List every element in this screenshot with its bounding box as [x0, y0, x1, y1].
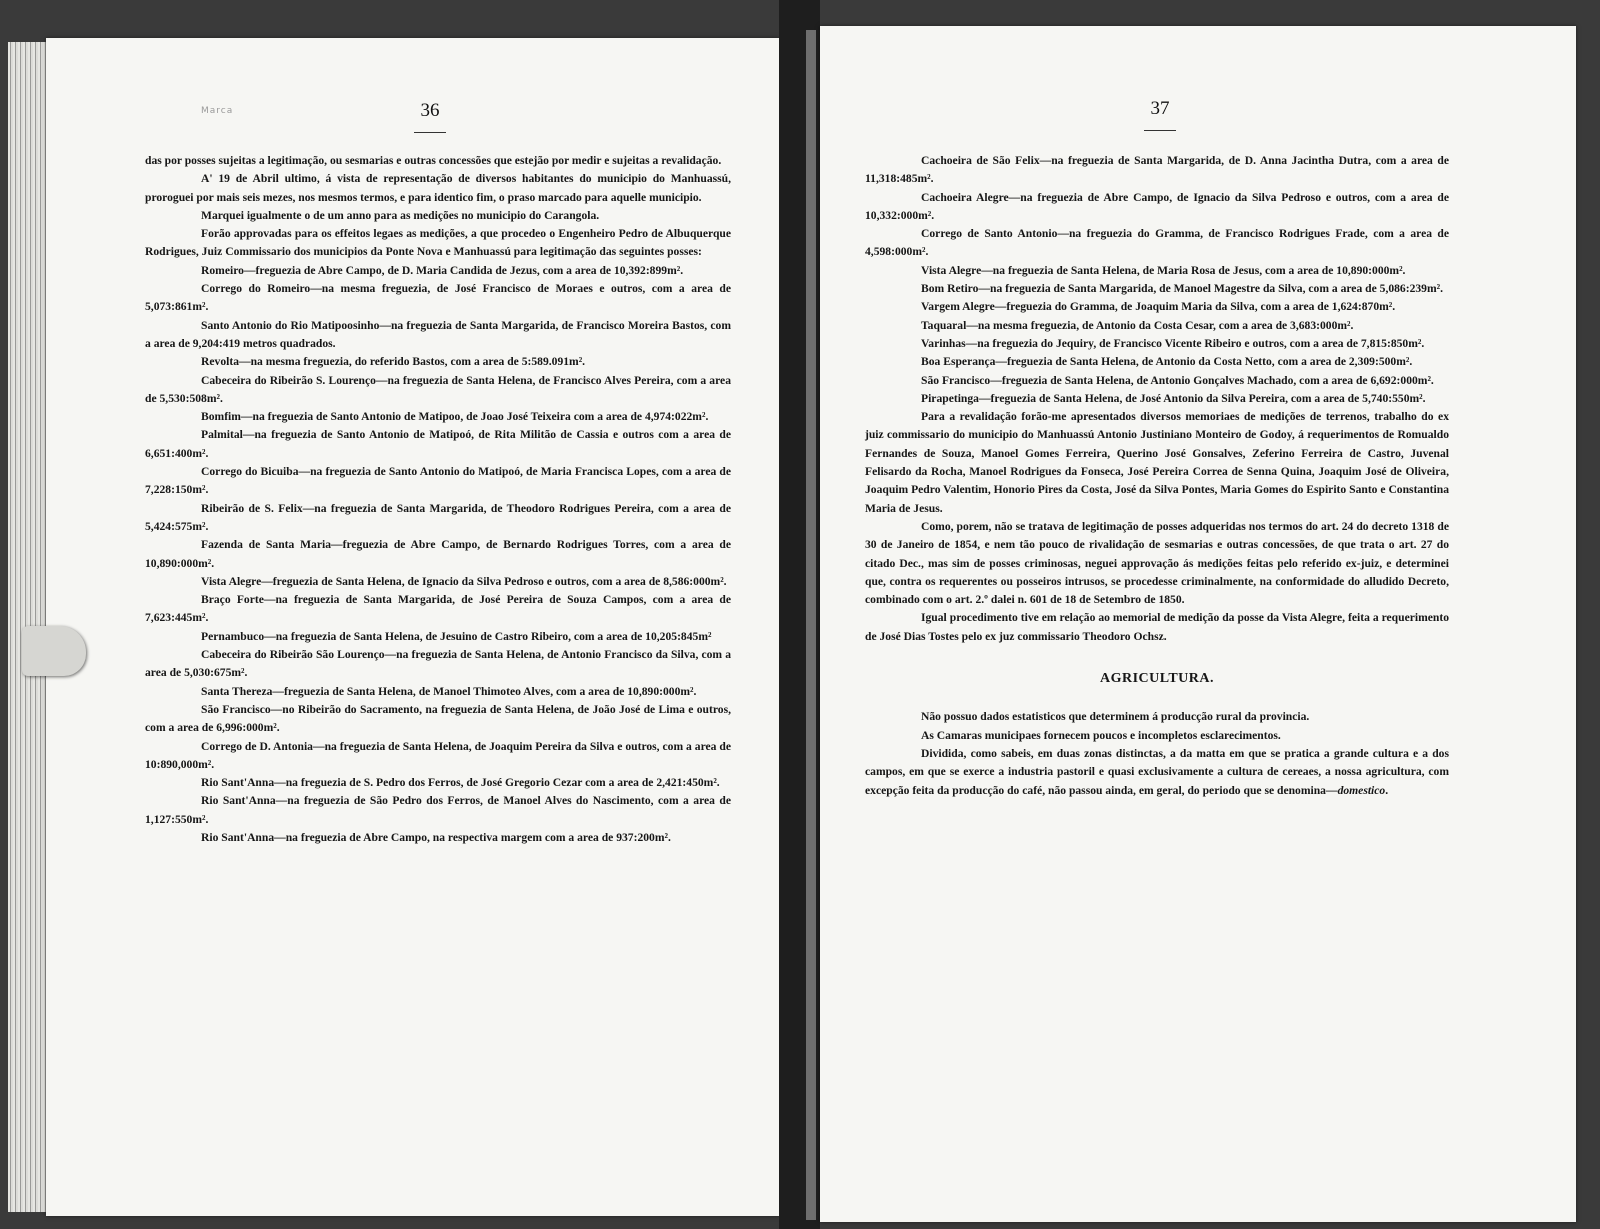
paragraph: Palmital—na freguezia de Santo Antonio de Matipoó, de Rita Militão de Cassia e outros com a area de 6,651:400m².	[145, 428, 731, 460]
paragraph: Romeiro—freguezia de Abre Campo, de D. Maria Candida de Jezus, com a area de 10,392:899m².	[201, 263, 684, 277]
paragraph: Vista Alegre—freguezia de Santa Helena, de Ignacio da Silva Pedroso e outros, com a area de 8,586:000m².	[201, 574, 727, 588]
paragraph-text: Dividida, como sabeis, em duas zonas distinctas, a da matta em que se pratica a grande cultura e a dos campos, em que se exerce a industria pastoril e quasi exclusivamente a cultura de cereaes, a nossa agricultura, com excepção feita da producção do café, não passou ainda, em geral, do periodo que se denomina—	[865, 746, 1449, 797]
paragraph: Corrego do Romeiro—na mesma freguezia, de José Francisco de Moraes e outros, com a area de 5,073:861m².	[145, 282, 731, 314]
paragraph: Forão approvadas para os effeitos legaes as medições, a que procedeo o Engenheiro Pedro de Albuquerque Rodrigues, Juiz Commissario dos municipios da Ponte Nova e Manhuassú para legitimação das seguintes posses:	[145, 227, 731, 259]
paragraph: Corrego de Santo Antonio—na freguezia do Gramma, de Francisco Rodrigues Frade, com a area de 4,598:000m².	[865, 227, 1449, 259]
paragraph: Para a revalidação forão-me apresentados diversos memoriaes de medições de terrenos, trabalho do ex juiz commissario do municipio do Manhuassú Antonio Justiniano Monteiro de Godoy, á requerimentos de Romualdo Fernandes de Souza, Manoel Gomes Ferreira, Querino José Gonsalves, Zeferino Ferreira de Castro, Juvenal Felisardo da Rocha, Manoel Rodrigues da Fonseca, José Pereira Correa de Senna Quina, Joaquim José de Oliveira, Joaquim Pedro Valentim, Honorio Pires da Costa, José da Silva Pontes, Maria Gomes do Espirito Santo e Constantina Maria de Jesus.	[865, 410, 1449, 515]
paragraph: Taquaral—na mesma freguezia, de Antonio da Costa Cesar, com a area de 3,683:000m².	[921, 318, 1354, 332]
paragraph: Não possuo dados estatisticos que determinem á producção rural da provincia.	[921, 710, 1310, 724]
paragraph: Vista Alegre—na freguezia de Santa Helena, de Maria Rosa de Jesus, com a area de 10,890:000m².	[921, 263, 1406, 277]
page-number-rule	[414, 132, 446, 133]
paragraph: Marquei igualmente o de um anno para as medições no municipio do Carangola.	[201, 208, 600, 222]
paragraph: Bom Retiro—na freguezia de Santa Margarida, de Manoel Magestre da Silva, com a area de 5,086:239m².	[921, 282, 1444, 296]
paper-tab	[22, 626, 86, 676]
library-stamp: Marca	[201, 106, 234, 116]
right-page	[820, 26, 1576, 1222]
paragraph: Rio Sant'Anna—na freguezia de São Pedro dos Ferros, de Manoel Alves do Nascimento, com a area de 1,127:550m².	[145, 794, 731, 826]
paragraph: Rio Sant'Anna—na freguezia de Abre Campo, na respectiva margem com a area de 937:200m².	[201, 830, 671, 844]
paragraph: Varinhas—na freguezia do Jequiry, de Francisco Vicente Ribeiro e outros, com a area de 7,815:850m².	[921, 336, 1425, 350]
paragraph: Vargem Alegre—freguezia do Gramma, de Joaquim Maria da Silva, com a area de 1,624:870m².	[921, 300, 1396, 314]
page-number-right: 37	[1150, 98, 1170, 119]
left-page	[46, 38, 779, 1216]
paragraph: Pirapetinga—freguezia de Santa Helena, de José Antonio da Silva Pereira, com a area de 5,740:550m².	[921, 391, 1426, 405]
paragraph: Cabeceira do Ribeirão São Lourenço—na freguezia de Santa Helena, de Antonio Francisco da Silva, com a area de 5,030:675m².	[145, 648, 731, 680]
paragraph: Braço Forte—na freguezia de Santa Margarida, de José Pereira de Souza Campos, com a area de 7,623:445m².	[145, 593, 731, 625]
paragraph: Rio Sant'Anna—na freguezia de S. Pedro dos Ferros, de José Gregorio Cezar com a area de 2,421:450m².	[201, 776, 720, 790]
paragraph: Igual procedimento tive em relação ao memorial de medição da posse da Vista Alegre, feita a requerimento de José Dias Tostes pelo ex juz commissario Theodoro Ochsz.	[865, 611, 1449, 643]
paragraph: Revolta—na mesma freguezia, do referido Bastos, com a area de 5:589.091m².	[201, 355, 586, 369]
paragraph	[865, 745, 1449, 800]
paragraph-end: .	[1385, 783, 1389, 797]
paragraph: Como, porem, não se tratava de legitimação de posses adqueridas nos termos do art. 24 do decreto 1318 de 30 de Janeiro de 1854, e nem tão pouco de rivalidação de sesmarias e outras concessões, de que trata o art. 27 do citado Dec., mas sim de posses criminosas, neguei approvação ás medições feitas pelo referido ex-juiz, e determinei que, contra os requerentes ou posseiros intrusos, se procedesse criminalmente, na conformidade do alludido Decreto, combinado com o art. 2.º dalei n. 601 de 18 de Setembro de 1850.	[865, 519, 1449, 607]
page-number-rule	[1144, 130, 1176, 131]
paragraph: Santa Thereza—freguezia de Santa Helena, de Manoel Thimoteo Alves, com a area de 10,890:000m².	[201, 684, 697, 698]
paragraph: A' 19 de Abril ultimo, á vista de representação de diversos habitantes do municipio do Manhuassú, proroguei por mais seis mezes, nos mesmos termos, e para identico fim, o praso marcado para aquelle municipio.	[145, 172, 731, 204]
paragraph: Corrego de D. Antonia—na freguezia de Santa Helena, de Joaquim Pereira da Silva e outros, com a area de 10:890,000m².	[145, 739, 731, 771]
paragraph: Cabeceira do Ribeirão S. Lourenço—na freguezia de Santa Helena, de Francisco Alves Pereira, com a area de 5,530:508m².	[145, 373, 731, 405]
paragraph: Corrego do Bicuiba—na freguezia de Santo Antonio do Matipoó, de Maria Francisca Lopes, com a area de 7,228:150m².	[145, 465, 731, 497]
left-body-text	[145, 152, 731, 847]
section-heading: AGRICULTURA.	[1099, 671, 1214, 687]
paragraph: Bomfim—na freguezia de Santo Antonio de Matipoo, de Joao José Teixeira com a area de 4,974:022m².	[201, 410, 709, 424]
paragraph: Pernambuco—na freguezia de Santa Helena, de Jesuino de Castro Ribeiro, com a area de 10,205:845m²	[201, 629, 712, 643]
binding	[806, 30, 816, 1220]
paragraph: Santo Antonio do Rio Matipoosinho—na freguezia de Santa Margarida, de Francisco Moreira Bastos, com a area de 9,204:419 metros quadrados.	[145, 318, 731, 350]
emphasis-text: domestico	[1337, 783, 1386, 797]
paragraph: As Camaras municipaes fornecem poucos e incompletos esclarecimentos.	[921, 728, 1281, 742]
paragraph: São Francisco—freguezia de Santa Helena, de Antonio Gonçalves Machado, com a area de 6,692:000m².	[921, 373, 1434, 387]
paragraph: Cachoeira de São Felix—na freguezia de Santa Margarida, de D. Anna Jacintha Dutra, com a area de 11,318:485m².	[865, 154, 1449, 186]
paragraph: Cachoeira Alegre—na freguezia de Abre Campo, de Ignacio da Silva Pedroso e outros, com a area de 10,332:000m².	[865, 190, 1449, 222]
paragraph: Boa Esperança—freguezia de Santa Helena, de Antonio da Costa Netto, com a area de 2,309:500m².	[921, 355, 1413, 369]
page-number-left: 36	[420, 100, 440, 121]
paragraph: das por posses sujeitas a legitimação, ou sesmarias e outras concessões que estejão por medir e sujeitas a revalidação.	[145, 154, 722, 167]
paragraph: São Francisco—no Ribeirão do Sacramento, na freguezia de Santa Helena, de João José de Lima e outros, com a area de 6,996:000m².	[145, 702, 731, 735]
paragraph: Ribeirão de S. Felix—na freguezia de Santa Margarida, de Theodoro Rodrigues Pereira, com a area de 5,424:575m².	[145, 501, 731, 533]
right-body-text	[865, 152, 1449, 800]
paragraph: Fazenda de Santa Maria—freguezia de Abre Campo, de Bernardo Rodrigues Torres, com a area de 10,890:000m².	[145, 538, 731, 570]
